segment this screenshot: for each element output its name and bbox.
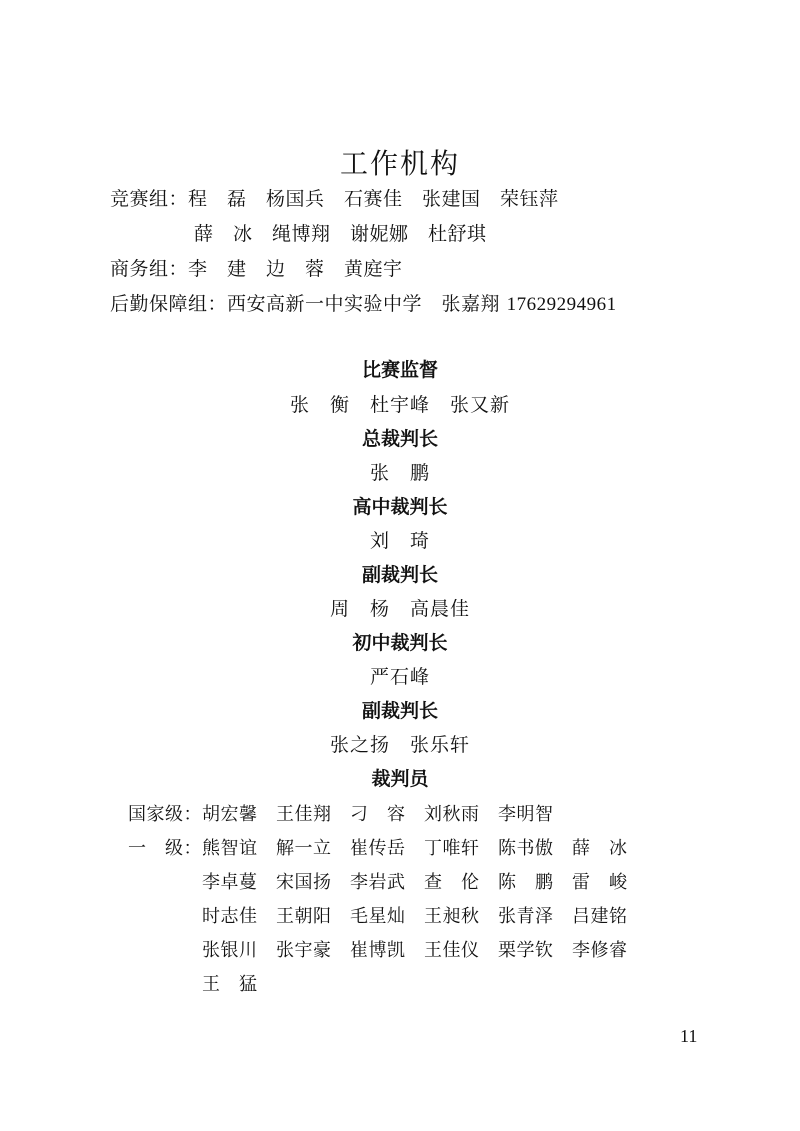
- business-group-label: 商务组：: [110, 258, 189, 280]
- competition-group-names-2: 薛 冰 绳博翔 谢妮娜 杜舒琪: [194, 223, 487, 245]
- referees-national-names: 胡宏馨 王佳翔 刁 容 刘秋雨 李明智: [202, 804, 554, 825]
- referees-first-row-5: 王 猛: [202, 974, 258, 995]
- section-heading-deputy-referee-2: 副裁判长: [361, 700, 438, 722]
- logistics-phone: 17629294961: [506, 294, 617, 315]
- referees-first-row-4: 张银川 张宇豪 崔博凯 王佳仪 栗学钦 李修睿: [202, 940, 628, 961]
- section-heading-junior-high-referee: 初中裁判长: [352, 632, 448, 654]
- competition-group-label: 竞赛组：: [110, 188, 189, 210]
- section-heading-deputy-referee-1: 副裁判长: [361, 564, 438, 586]
- section-names-deputy-referee-1: 周 杨 高晨佳: [329, 598, 470, 620]
- section-heading-supervision: 比赛监督: [361, 359, 438, 381]
- competition-group-row: [110, 184, 559, 211]
- competition-group-row-2: [194, 219, 487, 246]
- referees-first-row-2: 李卓蔓 宋国扬 李岩武 查 伦 陈 鹏 雷 峻: [202, 872, 628, 893]
- section-heading-chief-referee: 总裁判长: [361, 428, 438, 450]
- business-group-row: [110, 254, 403, 281]
- page-number: 11: [680, 1026, 698, 1046]
- referees-first-label: 一 级：: [128, 838, 202, 859]
- logistics-group-label: 后勤保障组：: [110, 293, 228, 315]
- business-group-names: 李 建 边 蓉 黄庭宇: [188, 258, 403, 280]
- section-names-supervision: 张 衡 杜宇峰 张又新: [289, 394, 510, 416]
- referees-first-row-3: 时志佳 王朝阳 毛星灿 王昶秋 张青泽 吕建铭: [202, 906, 628, 927]
- referees-first-row-1: 熊智谊 解一立 崔传岳 丁唯轩 陈书傲 薛 冰: [202, 838, 628, 859]
- referees-national-label: 国家级：: [128, 804, 202, 825]
- logistics-group-text: 西安高新一中实验中学 张嘉翔: [227, 293, 507, 315]
- section-names-chief-referee: 张 鹏: [369, 462, 430, 484]
- section-heading-referees: 裁判员: [371, 768, 429, 790]
- logistics-group-row: [110, 289, 617, 316]
- section-names-high-school-referee: 刘 琦: [369, 530, 430, 552]
- section-names-deputy-referee-2: 张之扬 张乐轩: [329, 734, 470, 756]
- competition-group-names-1: 程 磊 杨国兵 石赛佳 张建国 荣钰萍: [188, 188, 559, 210]
- section-heading-high-school-referee: 高中裁判长: [352, 496, 448, 518]
- page-title: 工作机构: [339, 147, 460, 180]
- section-names-junior-high-referee: 严石峰: [369, 666, 430, 688]
